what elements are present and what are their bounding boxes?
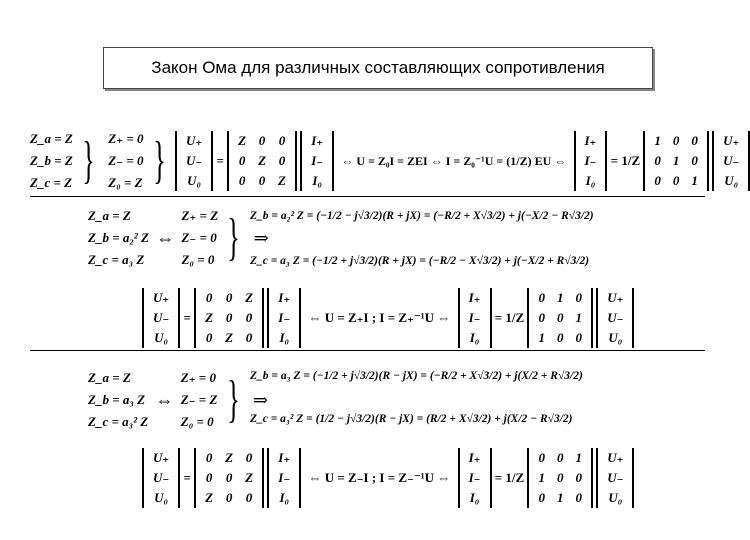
eq-line: Z_b = a₃ Z [88,392,146,407]
divider [30,196,705,197]
ohm-law-formula: ⇔ U = Z₋I ; I = Z₋⁻¹U ⇔ [308,470,451,485]
current-vector-rhs: I₊ I₋ I₀ [458,448,492,508]
implies-arrow-icon: ⇒ [252,389,268,410]
sequence-impedances [181,205,218,271]
section-3-matrix-form: U₊ U₋ U₀ = 0 Z 0 0 0 Z Z 0 0 I₊ I₋ I₀ ⇔ U = Z₋I ; I = Z₋⁻¹U ⇔ I₊ I₋ I₀ = 1/Z 0 0 1 1 0 0 0 1 0 U₊ U₋ U₀ [142,448,634,508]
impedance-matrix: 0 Z 0 0 0 Z Z 0 0 [194,448,264,508]
eq-line: Z₊ = Z [181,208,219,223]
eq-line: Z₊ = 0 [108,131,144,146]
equivalence-arrow-icon: ⇔ [155,389,174,410]
section-2-expansion-c: Z_c = a₃ Z = (−1/2 + j√3/2)(R + jX) = (−R/2 − X√3/2) + j(−X/2 + R√3/2) [250,255,590,267]
voltage-vector-rhs: U₊ U₋ U₀ [712,131,750,191]
right-brace-icon: } [226,371,240,428]
voltage-vector-rhs: U₊ U₋ U₀ [596,448,634,508]
section-2-matrix-form: U₊ U₋ U₀ = 0 0 Z Z 0 0 0 Z 0 I₊ I₋ I₀ ⇔ U = Z₊I ; I = Z₊⁻¹U ⇔ I₊ I₋ I₀ = 1/Z 0 1 0 0 0 1 1 0 0 U₊ U₋ U₀ [142,288,634,348]
impedance-matrix: 0 0 Z Z 0 0 0 Z 0 [194,288,264,348]
eq-line: Z_b = a₂² Z [88,230,149,245]
impedance-list [88,367,148,433]
coefficient: 1/Z [505,310,525,325]
current-vector-rhs: I₊ I₋ I₀ [574,131,608,191]
eq-line: Z₀ = 0 [180,414,214,429]
current-vector: I₊ I₋ I₀ [300,131,334,191]
impedance-matrix: Z 0 0 0 Z 0 0 0 Z [227,131,297,191]
section-3-equations [88,367,272,433]
inverse-matrix: 1 0 0 0 1 0 0 0 1 [643,131,709,191]
implies-arrow-icon: ⇒ [253,227,269,248]
eq-line: Z_c = Z [30,175,73,190]
current-vector: I₊ I₋ I₀ [267,288,301,348]
slide-title: Закон Ома для различных составляющих сопротивления [103,47,653,89]
current-vector: I₊ I₋ I₀ [267,448,301,508]
equivalence-arrow-icon: ⇔ [156,227,175,248]
section-3-expansion-b: Z_b = a₃ Z = (−1/2 + j√3/2)(R − jX) = (−R/2 + X√3/2) + j(X/2 + R√3/2) [250,370,583,382]
coefficient: 1/Z [621,153,641,168]
section-3-expansion-c: Z_c = a₃² Z = (1/2 − j√3/2)(R − jX) = (R/2 + X√3/2) + j(X/2 − R√3/2) [250,413,573,425]
voltage-vector: U₊ U₋ U₀ [142,288,180,348]
eq-line: Z_b = Z [30,153,73,168]
eq-line: Z_c = a₃² Z [88,414,149,429]
impedance-list [30,128,73,194]
right-brace-icon: } [152,132,166,189]
divider [30,350,705,351]
eq-line: Z₀ = Z [108,175,143,190]
section-2-expansion-b: Z_b = a₂² Z = (−1/2 − j√3/2)(R + jX) = (−R/2 + X√3/2) + j(−X/2 − R√3/2) [250,210,594,222]
eq-line: Z_c = a₃ Z [88,252,145,267]
section-1: Z_a = Z Z_b = Z Z_c = Z } Z₊ = 0 Z₋ = 0 Z₀ = Z } U₊ U₋ U₀ = Z 0 0 0 Z 0 0 0 Z I₊ I₋ I₀ ⇔ U = Z₀I = ZEI ⇔ I = Z₀⁻¹U = (1/Z) EU ⇔ I₊ I₋ I₀ = 1/Z 1 0 0 0 1 0 0 0 1 U₊ U₋ U₀ [30,128,750,194]
right-brace-icon: } [82,132,95,189]
sequence-impedances [108,128,143,194]
ohm-law-formula: ⇔ U = Z₀I = ZEI ⇔ I = Z₀⁻¹U = (1/Z) EU ⇔ [341,153,567,168]
eq-line: Z₋ = 0 [108,153,144,168]
eq-line: Z_a = Z [88,208,131,223]
impedance-list [88,205,149,271]
inverse-matrix: 0 0 1 1 0 0 0 1 0 [527,448,593,508]
eq-line: Z₋ = Z [180,392,218,407]
voltage-vector: U₊ U₋ U₀ [142,448,180,508]
section-2-equations [88,205,273,271]
ohm-law-formula: ⇔ U = Z₊I ; I = Z₊⁻¹U ⇔ [308,310,451,325]
eq-line: Z₊ = 0 [180,370,216,385]
eq-line: Z₋ = 0 [181,230,217,245]
right-brace-icon: } [227,209,241,266]
coefficient: 1/Z [505,470,525,485]
voltage-vector: U₊ U₋ U₀ [175,131,213,191]
voltage-vector-rhs: U₊ U₋ U₀ [596,288,634,348]
eq-line: Z_a = Z [88,370,131,385]
sequence-impedances [181,367,218,433]
eq-line: Z_a = Z [30,131,73,146]
eq-line: Z₀ = 0 [181,252,215,267]
current-vector-rhs: I₊ I₋ I₀ [458,288,492,348]
inverse-matrix: 0 1 0 0 0 1 1 0 0 [527,288,593,348]
